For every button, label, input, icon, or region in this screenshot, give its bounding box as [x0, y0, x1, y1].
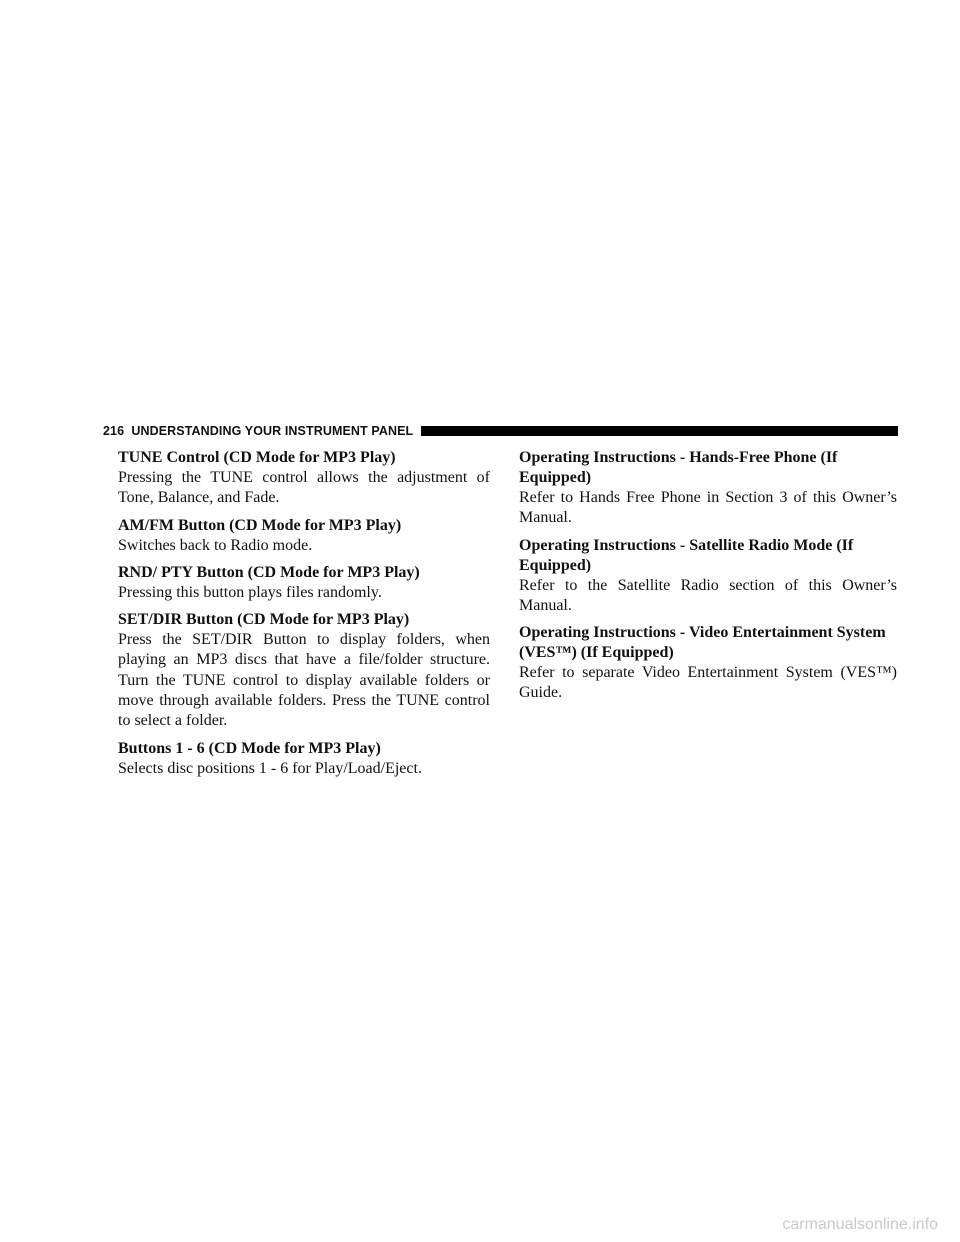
header-spacer	[124, 424, 131, 438]
section-heading: Operating Instructions - Hands-Free Phone (If Equipped)	[519, 449, 838, 486]
section-set-dir-button	[118, 610, 490, 731]
section-rnd-pty-button	[118, 563, 490, 603]
section-heading: Operating Instructions - Video Entertainment System (VES™) (If Equipped)	[519, 624, 886, 662]
section-tune-control	[118, 448, 490, 509]
section-buttons-1-6	[118, 739, 490, 779]
section-title: UNDERSTANDING YOUR INSTRUMENT PANEL	[131, 424, 414, 438]
section-body: Refer to Hands Free Phone in Section 3 of this Owner’s Manual.	[519, 489, 897, 527]
section-video-entertainment	[519, 623, 897, 704]
section-body: Press the SET/DIR Button to display folders, when playing an MP3 discs that have a file/folder structure. Turn the TUNE control to display available folders or move through available folders. Press the TUNE control to select a folder.	[118, 631, 490, 730]
section-heading: Buttons 1 - 6 (CD Mode for MP3 Play)	[118, 739, 381, 757]
section-heading: SET/DIR Button (CD Mode for MP3 Play)	[118, 611, 410, 629]
page-number: 216	[103, 424, 125, 438]
header-rule	[421, 426, 898, 436]
right-column	[519, 448, 897, 711]
section-body: Refer to the Satellite Radio section of this Owner’s Manual.	[519, 576, 897, 614]
section-heading: RND/ PTY Button (CD Mode for MP3 Play)	[118, 563, 420, 581]
left-column	[118, 448, 490, 786]
watermark: carmanualsonline.info	[782, 1216, 938, 1233]
section-heading: TUNE Control (CD Mode for MP3 Play)	[118, 449, 396, 466]
section-body: Pressing the TUNE control allows the adjustment of Tone, Balance, and Fade.	[118, 469, 490, 507]
section-am-fm-button	[118, 516, 490, 556]
section-hands-free-phone	[519, 448, 897, 529]
section-satellite-radio	[519, 536, 897, 617]
section-body: Switches back to Radio mode.	[118, 536, 313, 554]
section-body: Pressing this button plays files randomly.	[118, 583, 382, 601]
page-header	[103, 422, 898, 440]
section-heading: AM/FM Button (CD Mode for MP3 Play)	[118, 516, 402, 534]
section-body: Refer to separate Video Entertainment System (VES™) Guide.	[519, 664, 897, 702]
section-body: Selects disc positions 1 - 6 for Play/Load/Eject.	[118, 759, 422, 777]
section-heading: Operating Instructions - Satellite Radio Mode (If Equipped)	[519, 536, 854, 574]
